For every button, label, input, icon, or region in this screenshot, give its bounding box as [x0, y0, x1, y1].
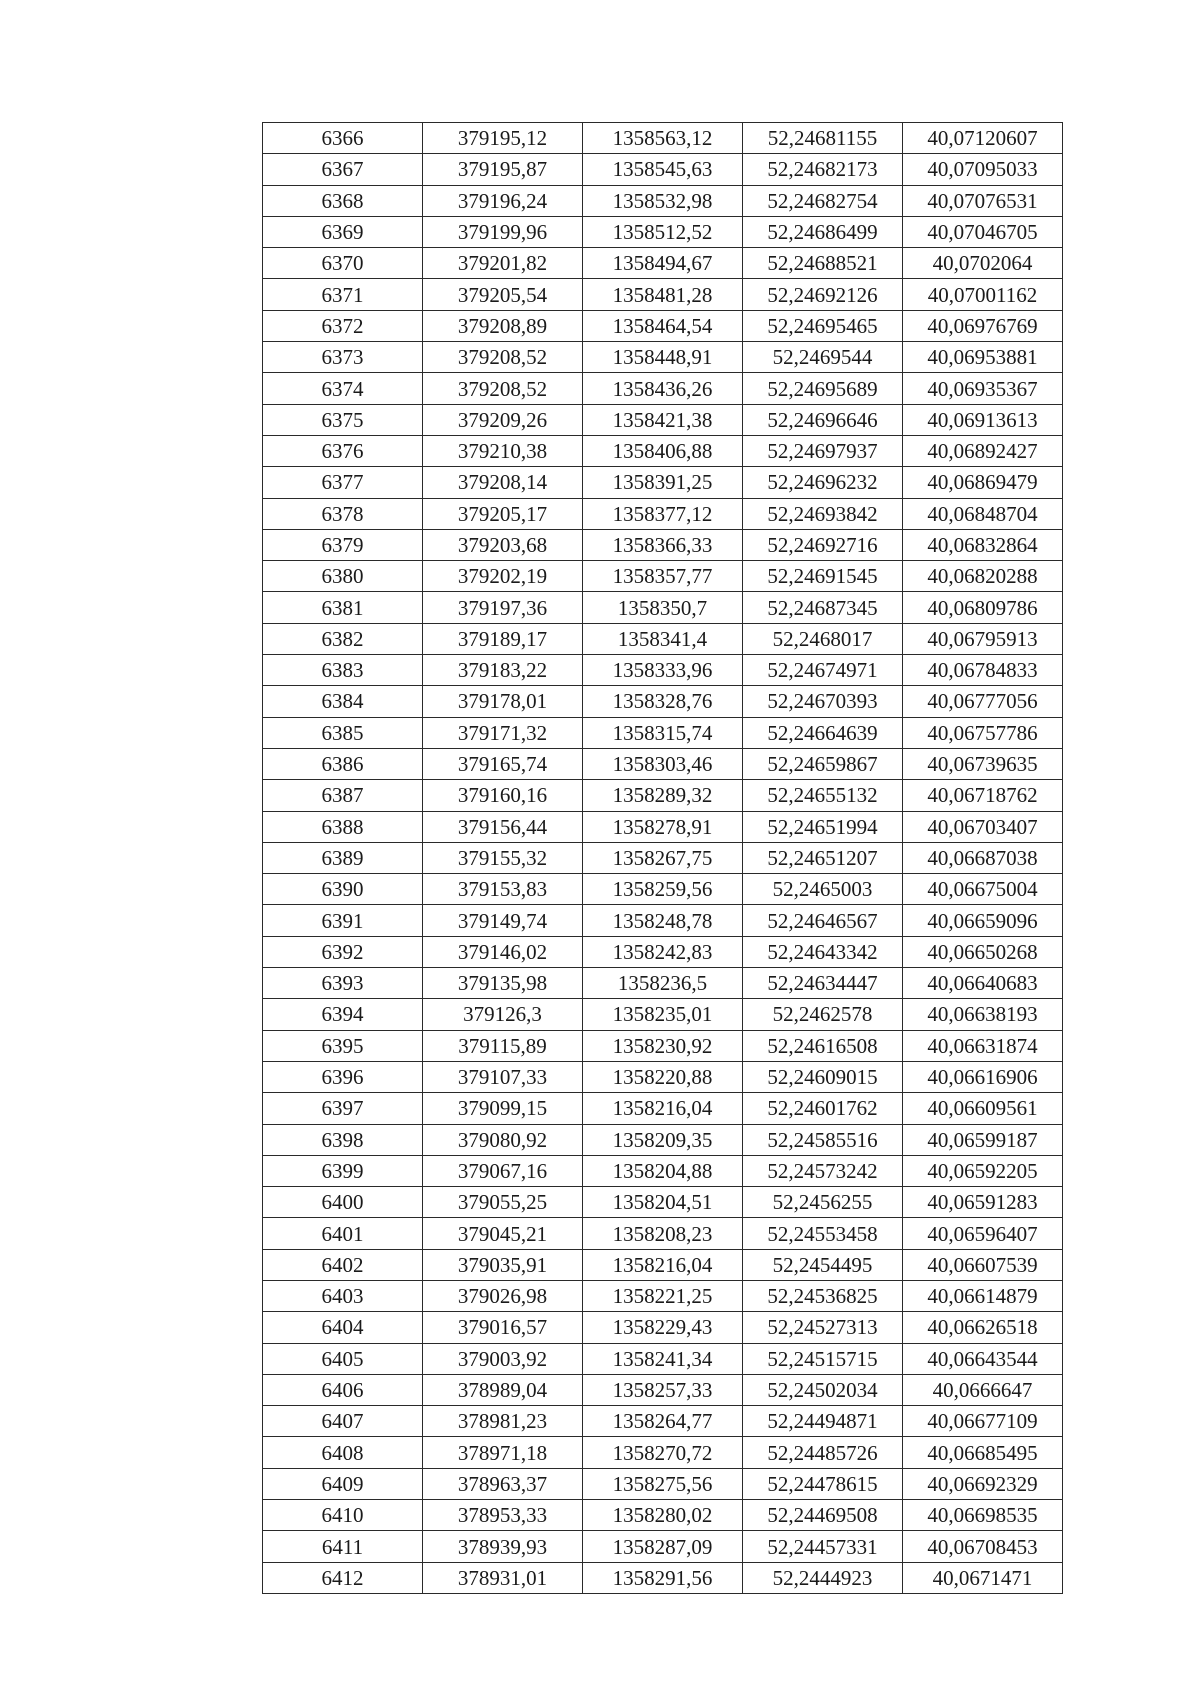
latitude-cell: 52,24502034 [743, 1374, 903, 1405]
table-row [263, 1030, 1063, 1061]
y-coordinate-cell: 1358357,77 [583, 561, 743, 592]
latitude-cell: 52,24659867 [743, 748, 903, 779]
x-coordinate-cell: 379016,57 [423, 1312, 583, 1343]
latitude-cell: 52,24536825 [743, 1280, 903, 1311]
table-row [263, 154, 1063, 185]
x-coordinate-cell: 379196,24 [423, 185, 583, 216]
x-coordinate-cell: 379045,21 [423, 1218, 583, 1249]
y-coordinate-cell: 1358275,56 [583, 1468, 743, 1499]
longitude-cell: 40,06650268 [903, 936, 1063, 967]
x-coordinate-cell: 379035,91 [423, 1249, 583, 1280]
table-row [263, 216, 1063, 247]
latitude-cell: 52,24692126 [743, 279, 903, 310]
latitude-cell: 52,24494871 [743, 1406, 903, 1437]
table-row [263, 748, 1063, 779]
table-row [263, 1249, 1063, 1280]
y-coordinate-cell: 1358303,46 [583, 748, 743, 779]
table-row [263, 279, 1063, 310]
table-row [263, 498, 1063, 529]
longitude-cell: 40,06757786 [903, 717, 1063, 748]
y-coordinate-cell: 1358248,78 [583, 905, 743, 936]
y-coordinate-cell: 1358216,04 [583, 1249, 743, 1280]
x-coordinate-cell: 379195,12 [423, 123, 583, 154]
longitude-cell: 40,06953881 [903, 342, 1063, 373]
table-row [263, 1124, 1063, 1155]
latitude-cell: 52,24693842 [743, 498, 903, 529]
latitude-cell: 52,24609015 [743, 1061, 903, 1092]
table-row [263, 1343, 1063, 1374]
point-number-cell: 6383 [263, 655, 423, 686]
y-coordinate-cell: 1358220,88 [583, 1061, 743, 1092]
x-coordinate-cell: 378939,93 [423, 1531, 583, 1562]
point-number-cell: 6398 [263, 1124, 423, 1155]
longitude-cell: 40,06698535 [903, 1500, 1063, 1531]
point-number-cell: 6411 [263, 1531, 423, 1562]
longitude-cell: 40,06685495 [903, 1437, 1063, 1468]
point-number-cell: 6372 [263, 310, 423, 341]
y-coordinate-cell: 1358366,33 [583, 529, 743, 560]
y-coordinate-cell: 1358315,74 [583, 717, 743, 748]
latitude-cell: 52,24695689 [743, 373, 903, 404]
latitude-cell: 52,24681155 [743, 123, 903, 154]
latitude-cell: 52,2462578 [743, 999, 903, 1030]
table-row [263, 999, 1063, 1030]
x-coordinate-cell: 379080,92 [423, 1124, 583, 1155]
latitude-cell: 52,2444923 [743, 1562, 903, 1593]
longitude-cell: 40,06592205 [903, 1155, 1063, 1186]
point-number-cell: 6381 [263, 592, 423, 623]
x-coordinate-cell: 379026,98 [423, 1280, 583, 1311]
point-number-cell: 6379 [263, 529, 423, 560]
latitude-cell: 52,24687345 [743, 592, 903, 623]
point-number-cell: 6387 [263, 780, 423, 811]
point-number-cell: 6376 [263, 435, 423, 466]
table-row [263, 404, 1063, 435]
point-number-cell: 6374 [263, 373, 423, 404]
y-coordinate-cell: 1358341,4 [583, 623, 743, 654]
y-coordinate-cell: 1358209,35 [583, 1124, 743, 1155]
longitude-cell: 40,06616906 [903, 1061, 1063, 1092]
point-number-cell: 6400 [263, 1187, 423, 1218]
table-row [263, 373, 1063, 404]
x-coordinate-cell: 379208,89 [423, 310, 583, 341]
x-coordinate-cell: 379153,83 [423, 874, 583, 905]
y-coordinate-cell: 1358391,25 [583, 467, 743, 498]
x-coordinate-cell: 378989,04 [423, 1374, 583, 1405]
longitude-cell: 40,06687038 [903, 842, 1063, 873]
y-coordinate-cell: 1358481,28 [583, 279, 743, 310]
latitude-cell: 52,2468017 [743, 623, 903, 654]
longitude-cell: 40,06976769 [903, 310, 1063, 341]
point-number-cell: 6369 [263, 216, 423, 247]
table-row [263, 467, 1063, 498]
longitude-cell: 40,07001162 [903, 279, 1063, 310]
table-row [263, 905, 1063, 936]
point-number-cell: 6386 [263, 748, 423, 779]
point-number-cell: 6382 [263, 623, 423, 654]
longitude-cell: 40,06675004 [903, 874, 1063, 905]
point-number-cell: 6402 [263, 1249, 423, 1280]
longitude-cell: 40,07095033 [903, 154, 1063, 185]
longitude-cell: 40,06643544 [903, 1343, 1063, 1374]
latitude-cell: 52,24674971 [743, 655, 903, 686]
longitude-cell: 40,06609561 [903, 1093, 1063, 1124]
point-number-cell: 6410 [263, 1500, 423, 1531]
y-coordinate-cell: 1358545,63 [583, 154, 743, 185]
table-row [263, 1155, 1063, 1186]
latitude-cell: 52,24696232 [743, 467, 903, 498]
longitude-cell: 40,06599187 [903, 1124, 1063, 1155]
latitude-cell: 52,2469544 [743, 342, 903, 373]
latitude-cell: 52,24692716 [743, 529, 903, 560]
longitude-cell: 40,06703407 [903, 811, 1063, 842]
longitude-cell: 40,06677109 [903, 1406, 1063, 1437]
latitude-cell: 52,24601762 [743, 1093, 903, 1124]
x-coordinate-cell: 379099,15 [423, 1093, 583, 1124]
point-number-cell: 6409 [263, 1468, 423, 1499]
point-number-cell: 6384 [263, 686, 423, 717]
coordinates-table [262, 122, 1063, 1594]
x-coordinate-cell: 379115,89 [423, 1030, 583, 1061]
longitude-cell: 40,06913613 [903, 404, 1063, 435]
x-coordinate-cell: 379208,52 [423, 342, 583, 373]
point-number-cell: 6406 [263, 1374, 423, 1405]
longitude-cell: 40,06869479 [903, 467, 1063, 498]
x-coordinate-cell: 379203,68 [423, 529, 583, 560]
point-number-cell: 6404 [263, 1312, 423, 1343]
y-coordinate-cell: 1358235,01 [583, 999, 743, 1030]
table-row [263, 842, 1063, 873]
table-row [263, 655, 1063, 686]
longitude-cell: 40,06809786 [903, 592, 1063, 623]
y-coordinate-cell: 1358208,23 [583, 1218, 743, 1249]
longitude-cell: 40,06638193 [903, 999, 1063, 1030]
x-coordinate-cell: 379155,32 [423, 842, 583, 873]
longitude-cell: 40,06718762 [903, 780, 1063, 811]
table-row [263, 435, 1063, 466]
longitude-cell: 40,06692329 [903, 1468, 1063, 1499]
point-number-cell: 6395 [263, 1030, 423, 1061]
longitude-cell: 40,07046705 [903, 216, 1063, 247]
table-row [263, 686, 1063, 717]
x-coordinate-cell: 379195,87 [423, 154, 583, 185]
y-coordinate-cell: 1358291,56 [583, 1562, 743, 1593]
table-row [263, 1093, 1063, 1124]
table-row [263, 780, 1063, 811]
latitude-cell: 52,24670393 [743, 686, 903, 717]
y-coordinate-cell: 1358230,92 [583, 1030, 743, 1061]
y-coordinate-cell: 1358436,26 [583, 373, 743, 404]
point-number-cell: 6403 [263, 1280, 423, 1311]
point-number-cell: 6385 [263, 717, 423, 748]
point-number-cell: 6408 [263, 1437, 423, 1468]
x-coordinate-cell: 378963,37 [423, 1468, 583, 1499]
latitude-cell: 52,24485726 [743, 1437, 903, 1468]
table-row [263, 874, 1063, 905]
latitude-cell: 52,24553458 [743, 1218, 903, 1249]
y-coordinate-cell: 1358204,51 [583, 1187, 743, 1218]
table-row [263, 1531, 1063, 1562]
x-coordinate-cell: 379126,3 [423, 999, 583, 1030]
x-coordinate-cell: 379199,96 [423, 216, 583, 247]
table-row [263, 342, 1063, 373]
table-row [263, 1312, 1063, 1343]
x-coordinate-cell: 379149,74 [423, 905, 583, 936]
latitude-cell: 52,24634447 [743, 968, 903, 999]
point-number-cell: 6380 [263, 561, 423, 592]
latitude-cell: 52,24651994 [743, 811, 903, 842]
x-coordinate-cell: 379201,82 [423, 248, 583, 279]
y-coordinate-cell: 1358512,52 [583, 216, 743, 247]
latitude-cell: 52,24691545 [743, 561, 903, 592]
latitude-cell: 52,24697937 [743, 435, 903, 466]
y-coordinate-cell: 1358328,76 [583, 686, 743, 717]
x-coordinate-cell: 379183,22 [423, 655, 583, 686]
y-coordinate-cell: 1358216,04 [583, 1093, 743, 1124]
latitude-cell: 52,24655132 [743, 780, 903, 811]
longitude-cell: 40,06784833 [903, 655, 1063, 686]
x-coordinate-cell: 379135,98 [423, 968, 583, 999]
longitude-cell: 40,06795913 [903, 623, 1063, 654]
table-row [263, 1061, 1063, 1092]
y-coordinate-cell: 1358494,67 [583, 248, 743, 279]
longitude-cell: 40,06640683 [903, 968, 1063, 999]
point-number-cell: 6378 [263, 498, 423, 529]
latitude-cell: 52,24457331 [743, 1531, 903, 1562]
longitude-cell: 40,06631874 [903, 1030, 1063, 1061]
y-coordinate-cell: 1358267,75 [583, 842, 743, 873]
point-number-cell: 6405 [263, 1343, 423, 1374]
longitude-cell: 40,06892427 [903, 435, 1063, 466]
x-coordinate-cell: 379210,38 [423, 435, 583, 466]
latitude-cell: 52,24585516 [743, 1124, 903, 1155]
y-coordinate-cell: 1358289,32 [583, 780, 743, 811]
point-number-cell: 6397 [263, 1093, 423, 1124]
x-coordinate-cell: 379209,26 [423, 404, 583, 435]
table-row [263, 1468, 1063, 1499]
latitude-cell: 52,2465003 [743, 874, 903, 905]
y-coordinate-cell: 1358563,12 [583, 123, 743, 154]
y-coordinate-cell: 1358241,34 [583, 1343, 743, 1374]
latitude-cell: 52,24696646 [743, 404, 903, 435]
latitude-cell: 52,24651207 [743, 842, 903, 873]
x-coordinate-cell: 379067,16 [423, 1155, 583, 1186]
longitude-cell: 40,0702064 [903, 248, 1063, 279]
y-coordinate-cell: 1358242,83 [583, 936, 743, 967]
longitude-cell: 40,07120607 [903, 123, 1063, 154]
y-coordinate-cell: 1358287,09 [583, 1531, 743, 1562]
x-coordinate-cell: 379205,54 [423, 279, 583, 310]
x-coordinate-cell: 379003,92 [423, 1343, 583, 1374]
x-coordinate-cell: 379165,74 [423, 748, 583, 779]
point-number-cell: 6390 [263, 874, 423, 905]
point-number-cell: 6377 [263, 467, 423, 498]
y-coordinate-cell: 1358236,5 [583, 968, 743, 999]
y-coordinate-cell: 1358377,12 [583, 498, 743, 529]
point-number-cell: 6391 [263, 905, 423, 936]
x-coordinate-cell: 379107,33 [423, 1061, 583, 1092]
x-coordinate-cell: 378971,18 [423, 1437, 583, 1468]
longitude-cell: 40,06591283 [903, 1187, 1063, 1218]
longitude-cell: 40,06935367 [903, 373, 1063, 404]
latitude-cell: 52,2454495 [743, 1249, 903, 1280]
longitude-cell: 40,0666647 [903, 1374, 1063, 1405]
y-coordinate-cell: 1358204,88 [583, 1155, 743, 1186]
x-coordinate-cell: 379205,17 [423, 498, 583, 529]
longitude-cell: 40,06832864 [903, 529, 1063, 560]
latitude-cell: 52,24646567 [743, 905, 903, 936]
y-coordinate-cell: 1358448,91 [583, 342, 743, 373]
latitude-cell: 52,24527313 [743, 1312, 903, 1343]
x-coordinate-cell: 379171,32 [423, 717, 583, 748]
latitude-cell: 52,24469508 [743, 1500, 903, 1531]
longitude-cell: 40,06739635 [903, 748, 1063, 779]
table-row [263, 248, 1063, 279]
y-coordinate-cell: 1358264,77 [583, 1406, 743, 1437]
point-number-cell: 6401 [263, 1218, 423, 1249]
longitude-cell: 40,06626518 [903, 1312, 1063, 1343]
longitude-cell: 40,06607539 [903, 1249, 1063, 1280]
latitude-cell: 52,24695465 [743, 310, 903, 341]
point-number-cell: 6373 [263, 342, 423, 373]
table-row [263, 717, 1063, 748]
table-row [263, 1218, 1063, 1249]
y-coordinate-cell: 1358270,72 [583, 1437, 743, 1468]
point-number-cell: 6392 [263, 936, 423, 967]
table-row [263, 592, 1063, 623]
x-coordinate-cell: 379208,14 [423, 467, 583, 498]
y-coordinate-cell: 1358464,54 [583, 310, 743, 341]
x-coordinate-cell: 379160,16 [423, 780, 583, 811]
table-row [263, 1437, 1063, 1468]
point-number-cell: 6375 [263, 404, 423, 435]
latitude-cell: 52,24643342 [743, 936, 903, 967]
latitude-cell: 52,24515715 [743, 1343, 903, 1374]
table-row [263, 1500, 1063, 1531]
point-number-cell: 6367 [263, 154, 423, 185]
latitude-cell: 52,24682754 [743, 185, 903, 216]
table-row [263, 1374, 1063, 1405]
point-number-cell: 6394 [263, 999, 423, 1030]
longitude-cell: 40,06596407 [903, 1218, 1063, 1249]
point-number-cell: 6366 [263, 123, 423, 154]
longitude-cell: 40,06614879 [903, 1280, 1063, 1311]
table-row [263, 968, 1063, 999]
longitude-cell: 40,06848704 [903, 498, 1063, 529]
longitude-cell: 40,06708453 [903, 1531, 1063, 1562]
y-coordinate-cell: 1358278,91 [583, 811, 743, 842]
y-coordinate-cell: 1358421,38 [583, 404, 743, 435]
longitude-cell: 40,0671471 [903, 1562, 1063, 1593]
table-row [263, 123, 1063, 154]
table-row [263, 1280, 1063, 1311]
table-row [263, 185, 1063, 216]
x-coordinate-cell: 379197,36 [423, 592, 583, 623]
latitude-cell: 52,24682173 [743, 154, 903, 185]
y-coordinate-cell: 1358221,25 [583, 1280, 743, 1311]
y-coordinate-cell: 1358532,98 [583, 185, 743, 216]
point-number-cell: 6368 [263, 185, 423, 216]
x-coordinate-cell: 379178,01 [423, 686, 583, 717]
y-coordinate-cell: 1358257,33 [583, 1374, 743, 1405]
point-number-cell: 6412 [263, 1562, 423, 1593]
x-coordinate-cell: 378981,23 [423, 1406, 583, 1437]
table-row [263, 623, 1063, 654]
latitude-cell: 52,24664639 [743, 717, 903, 748]
table-row [263, 1562, 1063, 1593]
table-row [263, 936, 1063, 967]
y-coordinate-cell: 1358333,96 [583, 655, 743, 686]
point-number-cell: 6388 [263, 811, 423, 842]
longitude-cell: 40,06659096 [903, 905, 1063, 936]
x-coordinate-cell: 379189,17 [423, 623, 583, 654]
y-coordinate-cell: 1358350,7 [583, 592, 743, 623]
x-coordinate-cell: 379208,52 [423, 373, 583, 404]
latitude-cell: 52,2456255 [743, 1187, 903, 1218]
x-coordinate-cell: 379146,02 [423, 936, 583, 967]
x-coordinate-cell: 379202,19 [423, 561, 583, 592]
latitude-cell: 52,24478615 [743, 1468, 903, 1499]
point-number-cell: 6407 [263, 1406, 423, 1437]
latitude-cell: 52,24686499 [743, 216, 903, 247]
point-number-cell: 6396 [263, 1061, 423, 1092]
table-row [263, 811, 1063, 842]
point-number-cell: 6393 [263, 968, 423, 999]
table-row [263, 1406, 1063, 1437]
longitude-cell: 40,07076531 [903, 185, 1063, 216]
point-number-cell: 6399 [263, 1155, 423, 1186]
table-row [263, 310, 1063, 341]
point-number-cell: 6370 [263, 248, 423, 279]
table-row [263, 529, 1063, 560]
y-coordinate-cell: 1358259,56 [583, 874, 743, 905]
y-coordinate-cell: 1358406,88 [583, 435, 743, 466]
x-coordinate-cell: 378953,33 [423, 1500, 583, 1531]
point-number-cell: 6389 [263, 842, 423, 873]
coordinates-table-body [263, 123, 1063, 1594]
y-coordinate-cell: 1358229,43 [583, 1312, 743, 1343]
latitude-cell: 52,24616508 [743, 1030, 903, 1061]
longitude-cell: 40,06820288 [903, 561, 1063, 592]
x-coordinate-cell: 379055,25 [423, 1187, 583, 1218]
x-coordinate-cell: 378931,01 [423, 1562, 583, 1593]
x-coordinate-cell: 379156,44 [423, 811, 583, 842]
point-number-cell: 6371 [263, 279, 423, 310]
longitude-cell: 40,06777056 [903, 686, 1063, 717]
table-row [263, 1187, 1063, 1218]
table-row [263, 561, 1063, 592]
latitude-cell: 52,24573242 [743, 1155, 903, 1186]
latitude-cell: 52,24688521 [743, 248, 903, 279]
y-coordinate-cell: 1358280,02 [583, 1500, 743, 1531]
